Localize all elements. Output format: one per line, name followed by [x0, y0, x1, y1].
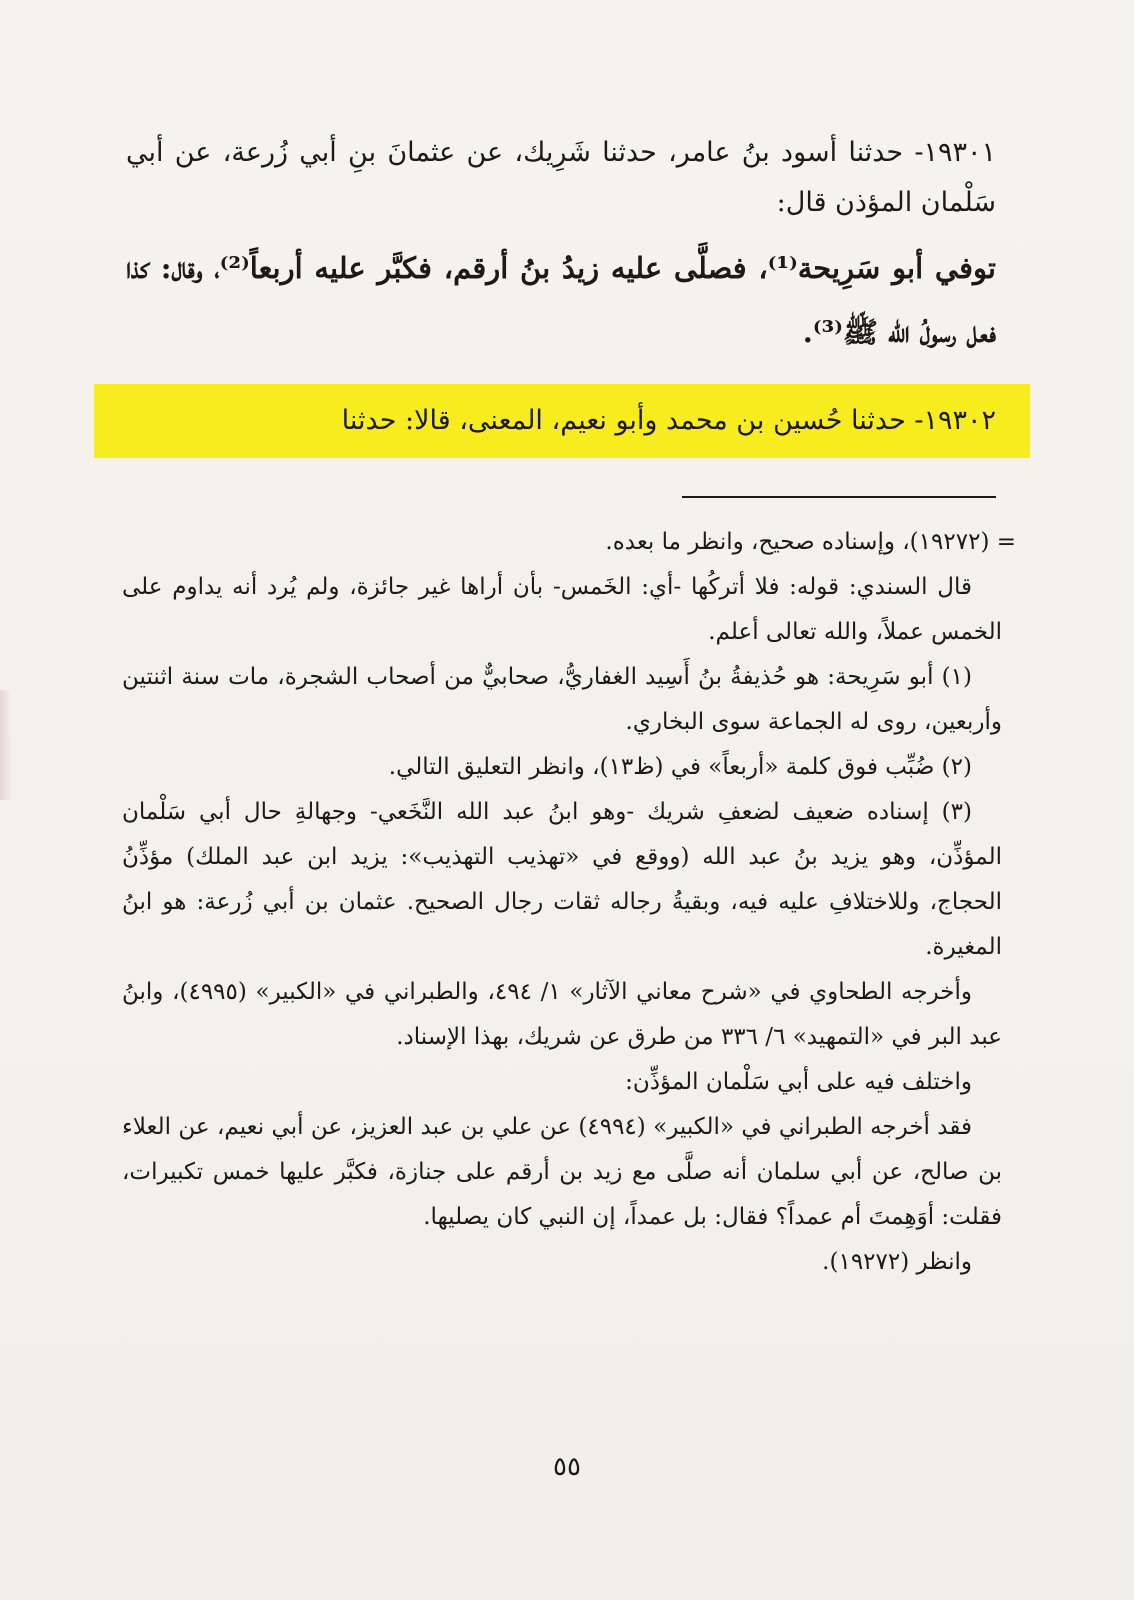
footnote-continuation: = (١٩٢٧٢)، وإسناده صحيح، وانظر ما بعده. — [605, 529, 1016, 555]
footnote-sindi: قال السندي: قوله: فلا أتركُها -أي: الخَمس- بأن أراها غير جائزة، ولم يُرد أنه يداوم على الخمس عملاً، والله تعالى أعلم. — [122, 574, 1002, 645]
page-edge-stain — [0, 690, 12, 800]
hadith-19302-chain: ١٩٣٠٢- حدثنا حُسين بن محمد وأبو نعيم، المعنى، قالا: حدثنا — [341, 405, 996, 436]
footnote-3: (٣) إسناده ضعيف لضعفِ شريك -وهو ابنُ عبد الله النَّخَعي- وجهالةِ حال أبي سَلْمان المؤذِّن، وهو يزيد بنُ عبد الله (ووقع في «تهذيب التهذيب»: يزيد ابن عبد الملك) مؤذِّنُ الحجاج، وللاختلافِ عليه فيه، وبقيةُ رجاله ثقات رجال الصحيح. عثمان بن أبي زُرعة: هو ابنُ المغيرة. — [122, 799, 1002, 960]
footnote-takhrij: وأخرجه الطحاوي في «شرح معاني الآثار» ١/ ٤٩٤، والطبراني في «الكبير» (٤٩٩٥)، وابنُ عبد البر في «التمهيد» ٦/ ٣٣٦ من طرق عن شريك، بهذا الإسناد. — [122, 979, 1002, 1050]
highlighted-line — [94, 384, 1030, 458]
page-number: ٥٥ — [553, 1452, 581, 1482]
footnote-see-also: وانظر (١٩٢٧٢). — [822, 1249, 972, 1275]
footnote-separator — [682, 496, 996, 498]
footnote-tabarani: فقد أخرجه الطبراني في «الكبير» (٤٩٩٤) عن علي بن عبد العزيز، عن أبي نعيم، عن العلاء بن صالح، عن أبي سلمان أنه صلَّى مع زيد بن أرقم على جنازة، فكبَّر عليها خمس تكبيرات، فقلت: أوَهِمتَ أم عمداً؟ فقال: بل عمداً، إن النبي كان يصليها. — [122, 1114, 1002, 1230]
footnotes — [122, 520, 1016, 1285]
hadith-19301-chain: ١٩٣٠١- حدثنا أسود بنُ عامر، حدثنا شَرِيك، عن عثمانَ بنِ أبي زُرعة، عن أبي سَلْمان المؤذن قال: — [126, 137, 996, 218]
footnote-1: (١) أبو سَرِيحة: هو حُذيفةُ بنُ أَسِيد الغفاريُّ، صحابيٌّ من أصحاب الشجرة، مات سنة اثنتين وأربعين، روى له الجماعة سوى البخاري. — [122, 664, 1002, 735]
footnote-ikhtilaf: واختلف فيه على أبي سَلْمان المؤذِّن: — [625, 1069, 972, 1095]
hadith-19301-text: توفي أبو سَرِيحة⁽¹⁾، فصلَّى عليه زيدُ بنُ أرقم، فكبَّر عليه أربعاً⁽²⁾، وقال: كذا فعل رسولُ الله ﷺ⁽³⁾. — [126, 251, 996, 349]
main-text — [126, 128, 996, 458]
footnote-2: (٢) ضُبِّب فوق كلمة «أربعاً» في (ظ١٣)، وانظر التعليق التالي. — [388, 754, 972, 780]
